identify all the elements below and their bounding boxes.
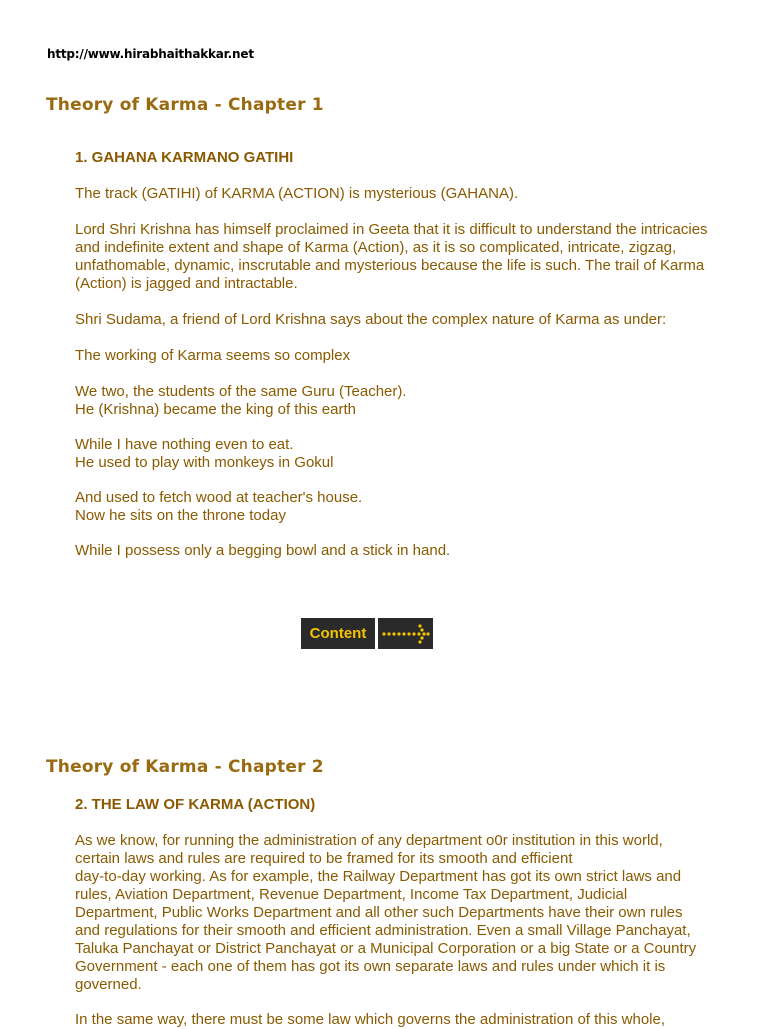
verse-line: We two, the students of the same Guru (Teacher).: [75, 383, 407, 400]
paragraph-line: Government - each one of them has got its own separate laws and rules under which it is: [75, 958, 666, 975]
paragraph-line: Taluka Panchayat or District Panchayat or a Municipal Corporation or a big State or a Country: [75, 940, 697, 957]
chapter-navigation: [301, 618, 433, 649]
verse-line: And used to fetch wood at teacher's house.: [75, 489, 363, 506]
paragraph-line: and regulations for their smooth and efficient administration. Even a small Village Panchayat,: [75, 922, 691, 939]
paragraph-line: rules, Aviation Department, Revenue Department, Income Tax Department, Judicial: [75, 886, 628, 903]
paragraph-line: governed.: [75, 976, 142, 993]
chapter-1-heading: 1. GAHANA KARMANO GATIHI: [75, 149, 294, 166]
paragraph: The working of Karma seems so complex: [75, 347, 351, 364]
site-url[interactable]: http://www.hirabhaithakkar.net: [47, 47, 254, 61]
dotted-arrow-right-icon: [380, 621, 432, 647]
chapter-1-body: [75, 149, 725, 560]
verse-line: He (Krishna) became the king of this earth: [75, 401, 356, 418]
next-chapter-button[interactable]: [378, 618, 433, 649]
chapter-2-body: [75, 796, 725, 1029]
verse-line: While I possess only a begging bowl and a stick in hand.: [75, 542, 451, 559]
chapter-2-heading: 2. THE LAW OF KARMA (ACTION): [75, 796, 316, 813]
paragraph-line: certain laws and rules are required to be framed for its smooth and efficient: [75, 850, 573, 867]
paragraph-line: In the same way, there must be some law which governs the administration of this whole,: [75, 1011, 666, 1028]
verse-line: He used to play with monkeys in Gokul: [75, 454, 334, 471]
verse-line: While I have nothing even to eat.: [75, 436, 294, 453]
paragraph-line: As we know, for running the administration of any department o0r institution in this world,: [75, 832, 663, 849]
paragraph: Lord Shri Krishna has himself proclaimed in Geeta that it is difficult to understand the intricacies and indefinite extent and shape of Karma (Action), as it is so complicated, intricate, zigzag, unfathomable, dynamic, inscrutable and mysterious because the life is such. The trail of Karma (Action) is jagged and intractable.: [75, 221, 708, 292]
paragraph-line: day-to-day working. As for example, the Railway Department has got its own strict laws and: [75, 868, 682, 885]
chapter-1-title: Theory of Karma - Chapter 1: [46, 95, 324, 115]
verse-line: Now he sits on the throne today: [75, 507, 286, 524]
chapter-2-title: Theory of Karma - Chapter 2: [46, 757, 324, 777]
content-button[interactable]: Content: [301, 618, 375, 649]
paragraph-line: Department, Public Works Department and all other such Departments have their own rules: [75, 904, 683, 921]
paragraph: The track (GATIHI) of KARMA (ACTION) is mysterious (GAHANA).: [75, 185, 519, 202]
paragraph: Shri Sudama, a friend of Lord Krishna says about the complex nature of Karma as under:: [75, 311, 667, 328]
